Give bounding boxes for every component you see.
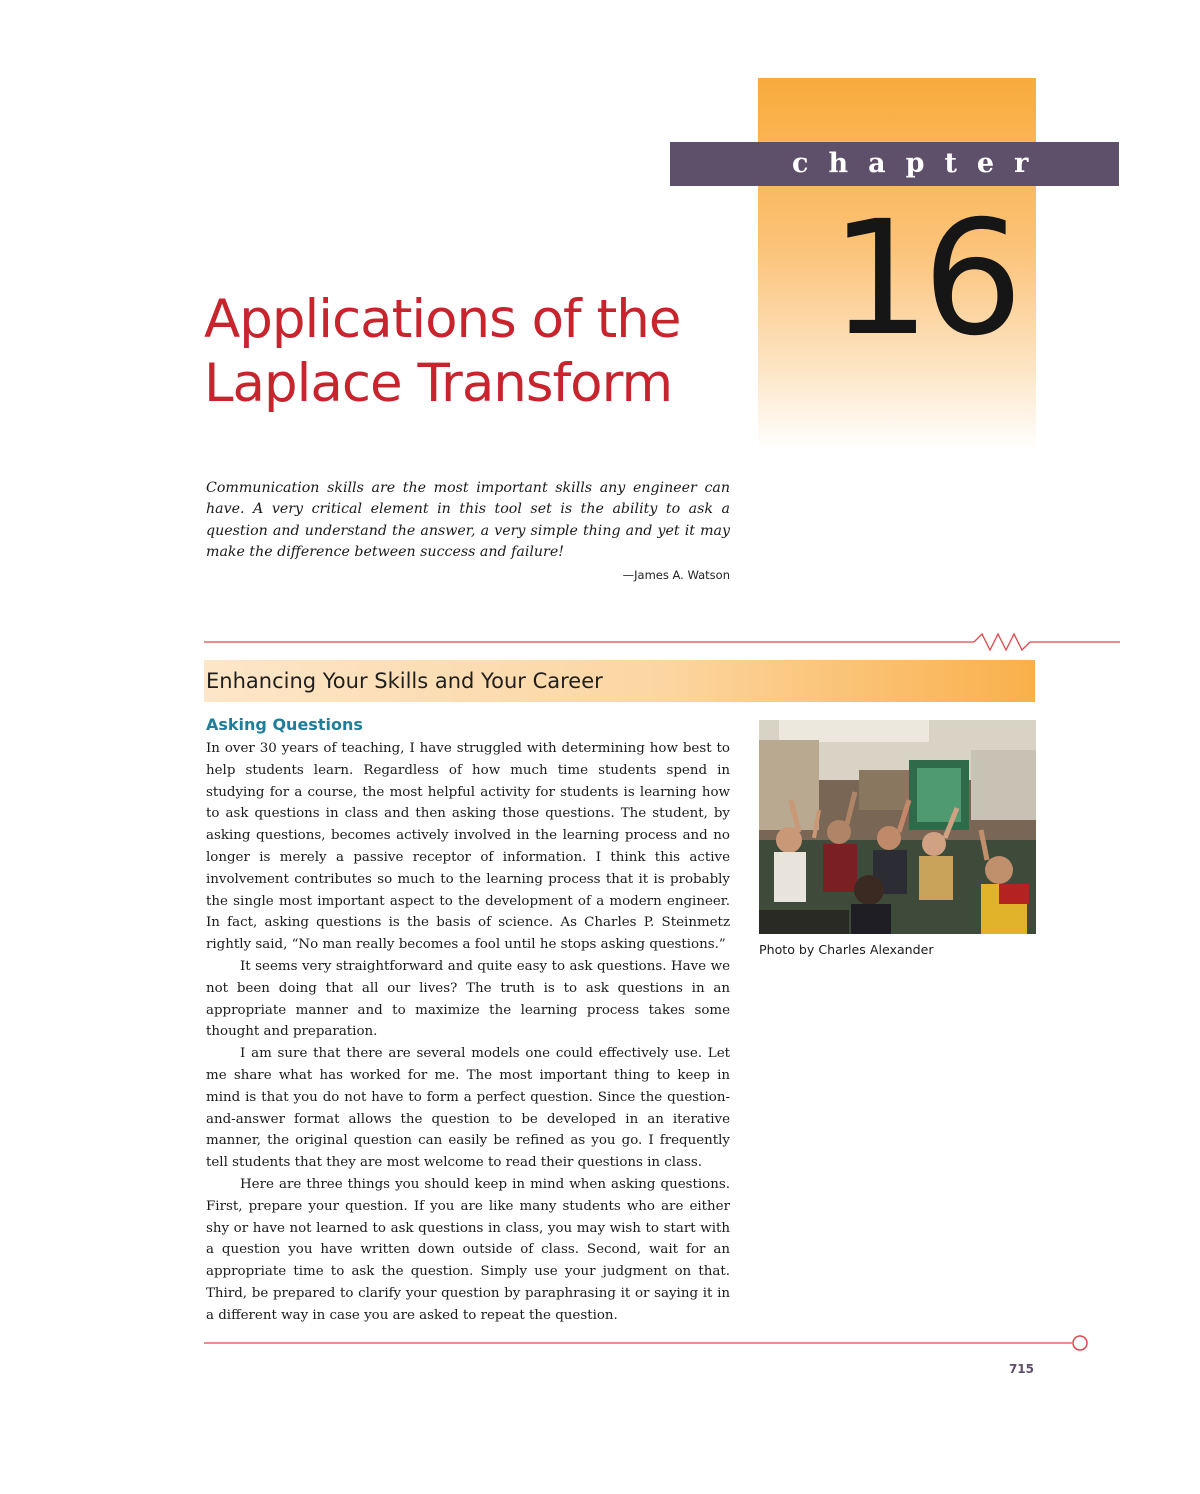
chapter-title-line-2: Laplace Transform	[204, 353, 673, 414]
body-text	[206, 738, 730, 1327]
body-paragraph-1: In over 30 years of teaching, I have struggled with determining how best to help students learn. Regardless of how much time students spend in studying for a course, the most helpful activity for students is learning how to ask questions in class and then asking those questions. The student, by asking questions, becomes actively involved in the learning process and no longer is merely a passive receptor of information. I think this active involvement contributes so much to the learning process that it is probably the single most important aspect to the development of a modern engineer. In fact, asking questions is the basis of science. As Charles P. Steinmetz rightly said, “No man really becomes a fool until he stops asking questions.”	[206, 741, 730, 953]
chapter-label: chapter	[792, 148, 1049, 179]
footer-rule	[204, 1332, 1094, 1354]
body-paragraph-3: I am sure that there are several models one could effectively use. Let me share what has worked for me. The most important thing to keep in mind is that you do not have to form a perfect question. Since the question-and-answer format allows the question to be developed in an iterative manner, the original question can easily be refined as you go. I frequently tell students that they are most welcome to read their questions in class.	[206, 1046, 730, 1171]
chapter-title-line-1: Applications of the	[204, 289, 681, 350]
subheading: Asking Questions	[206, 715, 363, 734]
resistor-symbol	[974, 634, 1030, 650]
terminal-circle	[1073, 1336, 1087, 1350]
chapter-number: 16	[830, 187, 1016, 371]
body-paragraph-4: Here are three things you should keep in mind when asking questions. First, prepare your question. If you are like many students who are either shy or have not learned to ask questions in class, you may wish to start with a question you have written down outside of class. Second, wait for an appropriate time to ask the question. Simply use your judgment on that. Third, be prepared to clarify your question by paraphrasing it or saying it in a different way in case you are asked to repeat the question.	[206, 1176, 730, 1323]
epigraph-attribution: —James A. Watson	[622, 568, 730, 582]
chapter-title	[204, 288, 764, 416]
photo-credit: Photo by Charles Alexander	[759, 942, 934, 957]
epigraph-quote: Communication skills are the most important skills any engineer can have. A very critical element in this tool set is the ability to ask a question and understand the answer, a very simple thing and yet it may make the difference between success and failure!	[206, 480, 730, 561]
section-title: Enhancing Your Skills and Your Career	[206, 669, 603, 693]
body-paragraph-2: It seems very straightforward and quite easy to ask questions. Have we not been doing that all our lives? The truth is to ask questions in an appropriate manner and to maximize the learning process takes some thought and preparation.	[206, 958, 730, 1040]
page-number: 715	[1008, 1362, 1034, 1376]
section-divider	[204, 630, 1120, 654]
classroom-photo	[759, 720, 1036, 934]
